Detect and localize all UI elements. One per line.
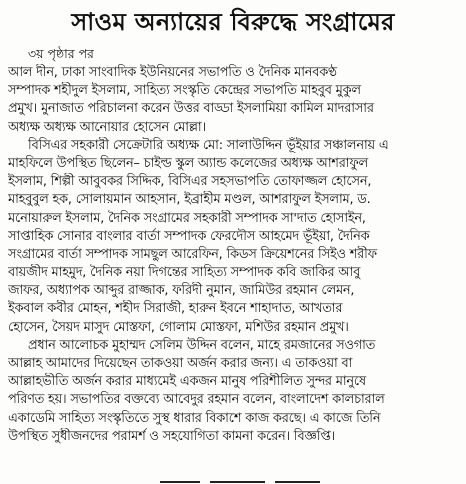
article-headline: সাওম অন্যায়ের বিরুদ্ধে সংগ্রামের [71,7,395,36]
body-line: প্রধান আলোচক মুহাম্মদ সেলিম উদ্দিন বলেন, মাহে রমজানের সওগাত [28,337,376,353]
body-line: আল দীন, ঢাকা সাংবাদিক ইউনিয়নের সভাপতি ও দৈনিক মানবকণ্ঠ [8,65,337,80]
body-line: বিসিএর সহকারী সেক্রেটারি অধ্যক্ষ মো: সালাউদ্দিন ভূঁইয়ার সঞ্চালনায় এ [28,137,389,153]
body-line: ইকবাল কবীর মোহন, শহীদ সিরাজী, হারুন ইবনে শাহাদাত, আখতার [8,301,343,317]
body-line: মনোয়ারুল ইসলাম, দৈনিক সংগ্রামের সহকারী সম্পাদক সা'দাত হোসাইন, [8,210,366,226]
body-line: আল্লাহ আমাদের দিয়েছেন তাকওয়া অর্জন করার জন্য। এ তাকওয়া বা [8,356,353,371]
cropped-next-line [150,476,330,484]
continued-from-note: ৩য় পৃষ্ঠার পর [28,46,94,61]
body-line: ইসলাম, শিল্পী আবুবকর সিদ্দিক, বিসিএর সহসভাপতি তোফাজ্জল হোসেন, [8,174,372,190]
body-line: আল্লাহভীতি অর্জন করার মাধ্যমেই একজন মানুষ পরিশীলিত সুন্দর মানুষে [8,374,366,390]
body-line: হোসেন, সৈয়দ মাসুদ মোস্তফা, গোলাম মোস্তফা, মশিউর রহমান প্রমুখ। [8,319,349,335]
body-line: অধ্যক্ষ অধ্যক্ষ আনোয়ার হোসেন মোল্লা। [8,119,206,135]
body-line: মাহবুবুল হক, সোলায়মান আহসান, ইব্রাহীম মণ্ডল, আশরাফুল ইসলাম, ড. [8,192,371,208]
body-line: জাফর, অধ্যাপক আব্দুর রাজ্জাক, ফরিদী নুমান, জামিউর রহমান লেমন, [8,283,355,299]
body-line: প্রমুখ। মুনাজাত পরিচালনা করেন উত্তর বাড্ডা ইসলামিয়া কামিল মাদরাসার [8,101,374,117]
body-line: সাপ্তাহিক সোনার বাংলার বার্তা সম্পাদক ফেরদৌস আহমেদ ভূঁইয়া, দৈনিক [8,228,370,244]
body-line: সম্পাদক শহীদুল ইসলাম, সাহিত্য সংস্কৃতি কেন্দ্রের সভাপতি মাহবুব মুকুল [8,83,361,99]
body-line: উপস্থিত সুধীজনদের পরামর্শ ও সহযোগিতা কামনা করেন। বিজ্ঞপ্তি। [8,428,335,444]
article-body [8,64,456,472]
body-line: বায়জীদ মাহমুদ, দৈনিক নয়া দিগন্তের সাহিত্য সম্পাদক কবি জাকির আবু [8,265,361,281]
body-line: পরিণত হয়। সভাপতির বক্তব্যে আবেদুর রহমান বলেন, বাংলাদেশ কালচারাল [8,392,385,408]
body-line: একাডেমি সাহিত্য সংস্কৃতিতে সুস্থ ধারার বিকাশে কাজ করছে। এ কাজে তিনি [8,410,381,426]
body-line: সংগ্রামের বার্তা সম্পাদক সামছুল আরেফিন, কিডস ক্রিয়েশনের সিইও শরীফ [8,246,377,262]
body-line: মাহফিলে উপস্থিত ছিলেন– চাইল্ড স্কুল অ্যান্ড কলেজের অধ্যক্ষ আশরাফুল [8,155,368,171]
